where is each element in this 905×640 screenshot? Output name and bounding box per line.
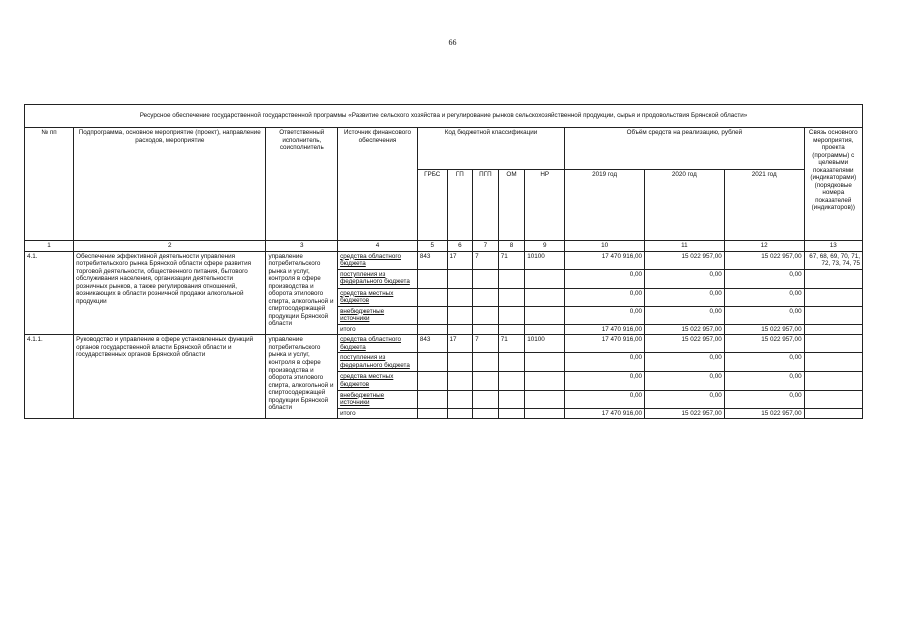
column-number: 12 [724, 241, 804, 252]
source-label: итого [338, 324, 418, 335]
code-pgp: 7 [473, 251, 499, 269]
source-label: средства местных бюджетов [338, 372, 418, 390]
code-om [498, 390, 525, 408]
indicator-cell [804, 288, 862, 306]
column-number: 6 [447, 241, 473, 252]
code-gp [447, 306, 473, 324]
amount-2019: 0,00 [565, 269, 645, 288]
code-om [498, 288, 525, 306]
total-2020: 15 022 957,00 [644, 408, 724, 419]
source-label: внебюджетные источники [338, 390, 418, 408]
code-om [498, 306, 525, 324]
code-gp: 17 [447, 335, 473, 353]
indicator-cell [804, 372, 862, 390]
code-om: 71 [498, 335, 525, 353]
code-gp [447, 408, 473, 419]
code-gp [447, 288, 473, 306]
header-volume: Объём средств на реализацию, рублей [565, 128, 804, 170]
amount-2021: 15 022 957,00 [724, 335, 804, 353]
amount-2021: 0,00 [724, 288, 804, 306]
column-number: 8 [498, 241, 525, 252]
code-grbs: 843 [417, 335, 447, 353]
code-pgp [473, 324, 499, 335]
header-om: ОМ [498, 170, 525, 241]
code-grbs [417, 408, 447, 419]
amount-2021: 15 022 957,00 [724, 251, 804, 269]
column-number: 10 [565, 241, 645, 252]
column-number: 9 [525, 241, 565, 252]
code-pgp: 7 [473, 335, 499, 353]
header-budget-code: Код бюджетной классификации [417, 128, 564, 170]
amount-2019: 0,00 [565, 306, 645, 324]
indicator-cell [804, 306, 862, 324]
amount-2020: 15 022 957,00 [644, 251, 724, 269]
code-grbs [417, 269, 447, 288]
indicator-cell [804, 390, 862, 408]
code-nr: 10100 [525, 335, 565, 353]
amount-2019: 0,00 [565, 372, 645, 390]
code-pgp [473, 288, 499, 306]
indicator-cell [804, 269, 862, 288]
code-nr [525, 288, 565, 306]
amount-2021: 0,00 [724, 306, 804, 324]
code-pgp [473, 372, 499, 390]
code-pgp [473, 269, 499, 288]
total-2021: 15 022 957,00 [724, 324, 804, 335]
header-2019: 2019 год [565, 170, 645, 241]
source-label: средства областного бюджета [338, 251, 418, 269]
column-number: 2 [74, 241, 266, 252]
code-grbs [417, 390, 447, 408]
column-number: 13 [804, 241, 862, 252]
amount-2021: 0,00 [724, 372, 804, 390]
amount-2019: 17 470 916,00 [565, 251, 645, 269]
code-om [498, 324, 525, 335]
code-gp [447, 269, 473, 288]
code-pgp [473, 408, 499, 419]
code-om [498, 372, 525, 390]
code-grbs: 843 [417, 251, 447, 269]
header-link: Связь основного мероприятия, проекта (программы) с целевыми показателями (индикаторами) (порядковые номера показателей (индикаторов)) [804, 128, 862, 241]
code-pgp [473, 353, 499, 372]
code-om [498, 408, 525, 419]
row-indicators: 67, 68, 69, 70, 71, 72, 73, 74, 75 [804, 251, 862, 269]
code-gp [447, 353, 473, 372]
column-number: 5 [417, 241, 447, 252]
source-label: внебюджетные источники [338, 306, 418, 324]
header-subprogram: Подпрограмма, основное мероприятие (проект), направление расходов, мероприятие [74, 128, 266, 241]
code-grbs [417, 353, 447, 372]
code-om [498, 353, 525, 372]
header-nr: НР [525, 170, 565, 241]
budget-table-container [24, 104, 863, 419]
header-num: № пп [25, 128, 74, 241]
code-pgp [473, 390, 499, 408]
amount-2020: 0,00 [644, 306, 724, 324]
code-nr [525, 269, 565, 288]
amount-2020: 0,00 [644, 353, 724, 372]
amount-2020: 15 022 957,00 [644, 335, 724, 353]
total-2020: 15 022 957,00 [644, 324, 724, 335]
code-nr: 10100 [525, 251, 565, 269]
amount-2021: 0,00 [724, 269, 804, 288]
source-label: поступления из федерального бюджета [338, 269, 418, 288]
total-2019: 17 470 916,00 [565, 324, 645, 335]
amount-2019: 0,00 [565, 390, 645, 408]
header-2020: 2020 год [644, 170, 724, 241]
code-nr [525, 324, 565, 335]
code-gp: 17 [447, 251, 473, 269]
total-2019: 17 470 916,00 [565, 408, 645, 419]
header-pgp: ПГП [473, 170, 499, 241]
header-gp: ГП [447, 170, 473, 241]
amount-2019: 17 470 916,00 [565, 335, 645, 353]
amount-2020: 0,00 [644, 390, 724, 408]
row-name: Руководство и управление в сфере установленных функций органов государственной власти Брянской области и государственных органов Брянской области [74, 335, 266, 419]
code-grbs [417, 288, 447, 306]
code-nr [525, 353, 565, 372]
code-gp [447, 390, 473, 408]
indicator-cell [804, 335, 862, 353]
row-num: 4.1.1. [25, 335, 74, 419]
row-num: 4.1. [25, 251, 74, 335]
source-label: средства областного бюджета [338, 335, 418, 353]
code-nr [525, 306, 565, 324]
budget-table [24, 104, 863, 419]
code-om [498, 269, 525, 288]
amount-2020: 0,00 [644, 269, 724, 288]
table-row [25, 335, 863, 353]
column-number: 3 [266, 241, 338, 252]
amount-2020: 0,00 [644, 372, 724, 390]
code-gp [447, 324, 473, 335]
column-number: 11 [644, 241, 724, 252]
row-responsible: управление потребительского рынка и услуг, контроля в сфере производства и оборота этилового спирта, алкогольной и спиртосодержащей продукции Брянской области [266, 335, 338, 419]
header-grbs: ГРБС [417, 170, 447, 241]
source-label: поступления из федерального бюджета [338, 353, 418, 372]
header-sources: Источник финансового обеспечения [338, 128, 418, 241]
page-number: 66 [448, 38, 457, 47]
code-grbs [417, 324, 447, 335]
amount-2021: 0,00 [724, 353, 804, 372]
column-number: 4 [338, 241, 418, 252]
amount-2019: 0,00 [565, 288, 645, 306]
code-nr [525, 372, 565, 390]
column-number: 7 [473, 241, 499, 252]
row-responsible: управление потребительского рынка и услуг, контроля в сфере производства и оборота этилового спирта, алкогольной и спиртосодержащей продукции Брянской области [266, 251, 338, 335]
table-row [25, 251, 863, 269]
amount-2019: 0,00 [565, 353, 645, 372]
indicator-cell [804, 324, 862, 335]
column-number: 1 [25, 241, 74, 252]
code-gp [447, 372, 473, 390]
source-label: средства местных бюджетов [338, 288, 418, 306]
code-nr [525, 390, 565, 408]
code-pgp [473, 306, 499, 324]
row-name: Обеспечение эффективной деятельности управления потребительского рынка Брянской области сфере развития торговой деятельности, общественного питания, бытового обслуживания населения, организации деятельности розничных рынков, а также регулирования отношений, возникающих в области розничной продажи алкогольной продукции [74, 251, 266, 335]
code-grbs [417, 372, 447, 390]
code-om: 71 [498, 251, 525, 269]
header-2021: 2021 год [724, 170, 804, 241]
amount-2020: 0,00 [644, 288, 724, 306]
amount-2021: 0,00 [724, 390, 804, 408]
header-responsible: Ответственный исполнитель, соисполнитель [266, 128, 338, 241]
total-2021: 15 022 957,00 [724, 408, 804, 419]
table-title: Ресурсное обеспечение государственной государственной программы «Развитие сельского хозяйства и регулирование рынков сельскохозяйственной продукции, сырья и продовольствия Брянской области» [25, 105, 863, 128]
code-nr [525, 408, 565, 419]
indicator-cell [804, 353, 862, 372]
code-grbs [417, 306, 447, 324]
source-label: итого [338, 408, 418, 419]
indicator-cell [804, 408, 862, 419]
